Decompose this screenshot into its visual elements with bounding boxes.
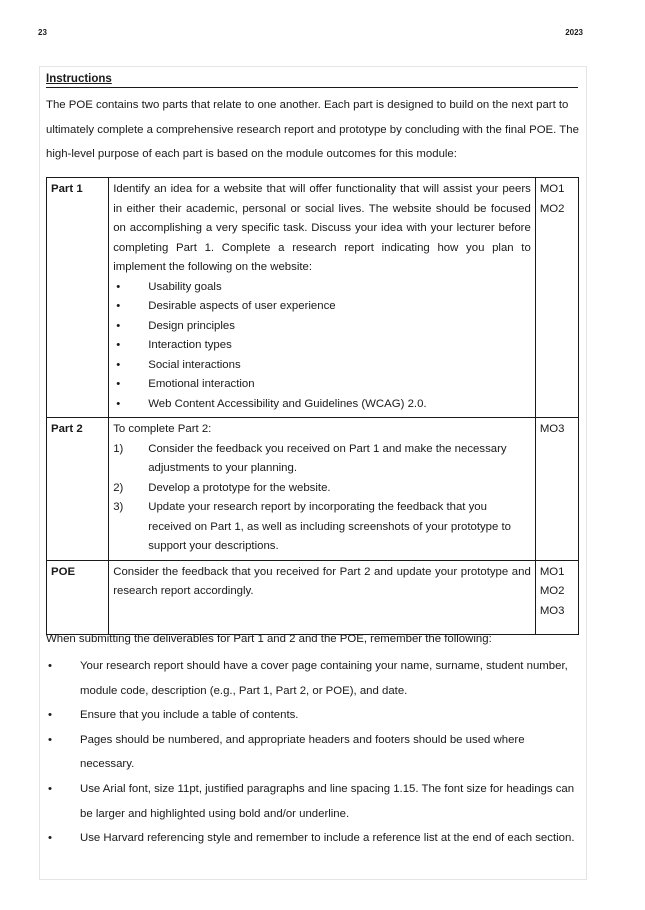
outcome-code: MO2 (539, 585, 565, 597)
table-row (47, 418, 579, 561)
outcome-code: MO2 (539, 202, 565, 215)
list-item: • Pages should be numbered, and appropriate headers and footers should be used where necessary. (46, 728, 576, 777)
list-item: 3) Update your research report by incorporating the feedback that you received on Part 1, as well as including screenshots of your prototype to support your descriptions. (113, 501, 512, 552)
bullet-icon: • (116, 319, 121, 332)
submission-intro: When submitting the deliverables for Part 1 and 2 and the POE, remember the following: (46, 633, 492, 645)
page-number: 23 (38, 28, 47, 37)
part-description (109, 418, 536, 561)
list-item: • Use Harvard referencing style and remember to include a reference list at the end of each section. (46, 826, 576, 851)
bullet-icon: • (116, 339, 121, 351)
table-row (47, 560, 579, 634)
list-item: • Design principles (113, 317, 531, 337)
list-item: • Ensure that you include a table of contents. (46, 703, 576, 728)
bullet-icon: • (48, 832, 52, 845)
bullet-icon: • (48, 782, 52, 795)
list-item: • Use Arial font, size 11pt, justified paragraphs and line spacing 1.15. The font size for headings can be larger and highlighted using bold and/or underline. (46, 777, 576, 826)
outcome-code: MO3 (539, 604, 565, 617)
list-item: • Interaction types (113, 336, 531, 356)
part-text: To complete Part 2: (113, 423, 212, 435)
list-item: • Web Content Accessibility and Guidelines (WCAG) 2.0. (113, 395, 531, 415)
module-outcomes (535, 418, 578, 561)
part-text: Consider the feedback that you received for Part 2 and update your prototype and research report accordingly. (113, 565, 531, 597)
table-row (47, 178, 579, 418)
list-item: • Emotional interaction (113, 375, 531, 395)
part-label: Part 2 (47, 418, 109, 561)
bullet-icon: • (48, 733, 52, 746)
part-description (109, 560, 536, 634)
bullet-list (113, 278, 531, 415)
bullet-icon: • (116, 397, 121, 410)
outcome-code: MO1 (539, 183, 565, 195)
list-item: • Usability goals (113, 278, 531, 298)
list-item: 2) Develop a prototype for the website. (113, 481, 331, 494)
list-item: • Your research report should have a cover page containing your name, surname, student number, module code, description (e.g., Part 1, Part 2, or POE), and date. (46, 654, 576, 703)
steps-list (113, 440, 531, 557)
parts-table (46, 177, 579, 635)
list-item: • Social interactions (113, 356, 531, 376)
part-label: POE (47, 560, 109, 634)
bullet-icon: • (48, 709, 52, 722)
module-outcomes (535, 560, 578, 634)
part-label: Part 1 (47, 178, 109, 418)
submission-rules (46, 654, 576, 851)
outcome-code: MO1 (539, 565, 565, 578)
bullet-icon: • (116, 300, 121, 312)
instructions-intro: The POE contains two parts that relate to one another. Each part is designed to build on the next part to ultimately complete a comprehensive research report and prototype by concluding with the final POE. The high-level purpose of each part is based on the module outcomes for this module: (46, 99, 579, 160)
bullet-icon: • (116, 280, 121, 293)
module-outcomes (535, 178, 578, 418)
part-description (109, 178, 536, 418)
outcome-code: MO3 (539, 423, 565, 435)
bullet-icon: • (116, 358, 121, 371)
list-item: 1) Consider the feedback you received on Part 1 and make the necessary adjustments to your planning. (113, 442, 507, 474)
bullet-icon: • (48, 660, 52, 672)
instructions-heading: Instructions (46, 72, 578, 88)
bullet-icon: • (116, 378, 121, 390)
page-year: 2023 (565, 28, 583, 37)
part-text: Identify an idea for a website that will offer functionality that will assist your peers in either their academic, personal or social lives. The website should be focused on accomplishing a very specific task. Discuss your idea with your lecturer before completing Part 1. Complete a research report indicating how you plan to implement the following on the website: (113, 183, 531, 273)
list-item: • Desirable aspects of user experience (113, 297, 531, 317)
